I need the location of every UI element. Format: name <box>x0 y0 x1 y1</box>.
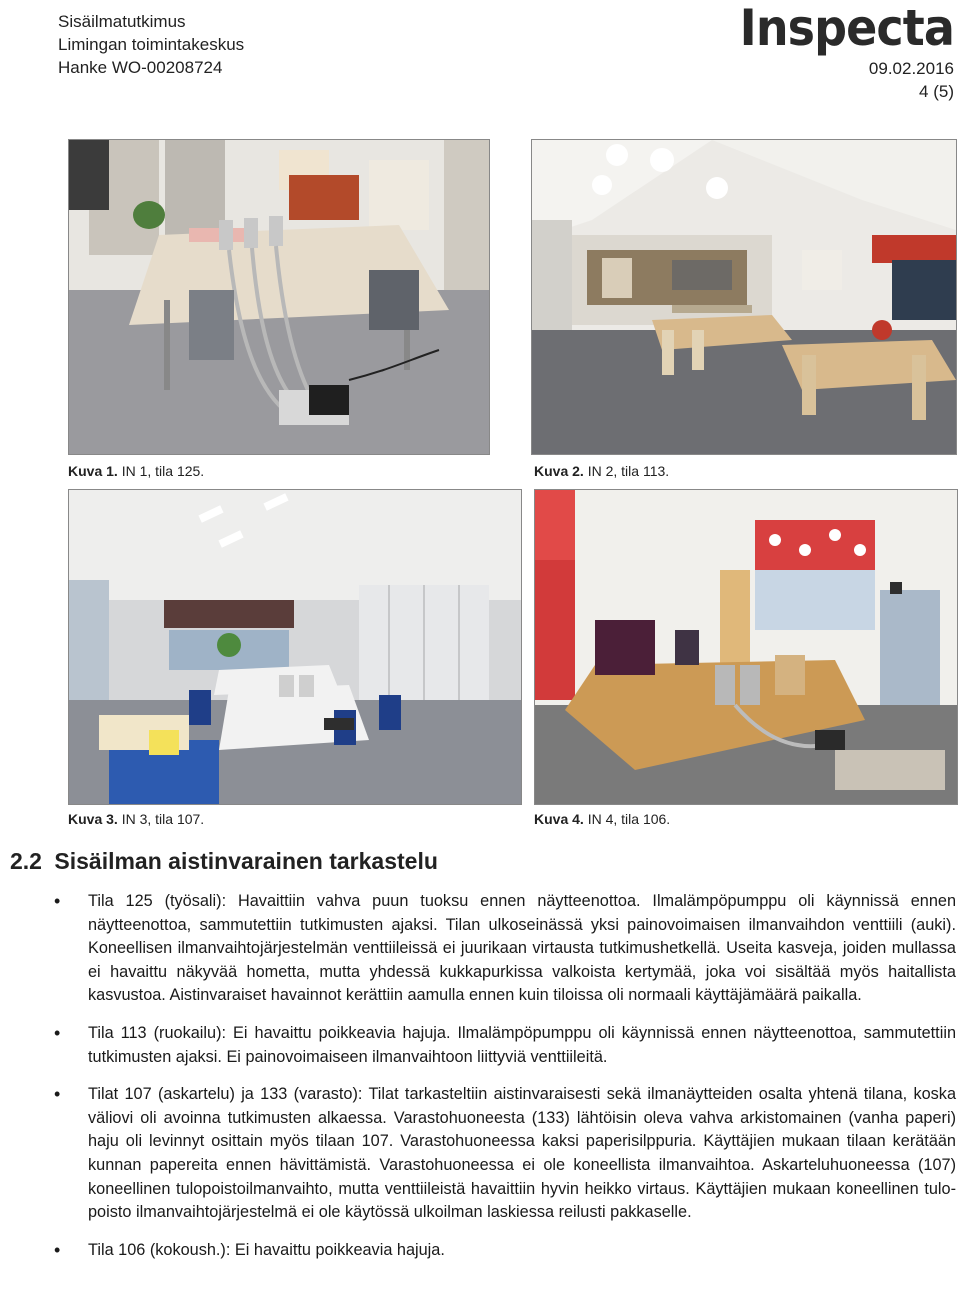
site-name: Limingan toimintakeskus <box>58 35 245 54</box>
project-number: Hanke WO-00208724 <box>58 58 223 77</box>
page-number: 4 (5) <box>919 82 954 101</box>
caption-text: IN 2, tila 113. <box>583 463 670 479</box>
caption-text: IN 3, tila 107. <box>117 811 205 827</box>
caption-label: Kuva 4. <box>534 811 584 827</box>
document-header-left <box>58 10 244 79</box>
photo-room-107 <box>68 489 522 805</box>
observation-item: • Tilat 107 (askartelu) ja 133 (varasto): Tilat tarkasteltiin aistinvaraisesti sekä ilmanäytteiden osalta yhtenä tilana, koska väliovi oli avoinna tutkimusten alkaessa. Varastohuoneesta (133) lähtöisin oleva vahva arkistomainen (vanha paperi) haju oli levinnyt osittain myös tilaan 107. Varastohuoneessa kaksi paperisilppuria. Käyttäjien mukaan tilaan kerätään kunnan papereita ennen hävittämistä. Varastohuoneessa ei ole koneellista ilmanvaihtoa. Askarteluhuoneessa (107) koneellinen tulopoistoilmanvaihto, mutta venttiileistä havaittiin hyvin heikko virtaus. Käyttäjien mukaan koneellinen tulo-poisto ilmanvaihtojärjestelmä ei ole käytössä ulkoilman laskiessa reilusti pakkaselle. <box>30 1083 956 1225</box>
photo-caption-1 <box>68 463 204 479</box>
photo-caption-3 <box>68 811 204 827</box>
section-number: 2.2 <box>10 848 42 874</box>
inspecta-logo: Inspecta <box>739 0 954 57</box>
caption-label: Kuva 3. <box>68 811 118 827</box>
caption-text: IN 1, tila 125. <box>117 463 205 479</box>
document-type: Sisäilmatutkimus <box>58 12 186 31</box>
observation-item: • Tila 106 (kokoush.): Ei havaittu poikkeavia hajuja. <box>30 1239 956 1263</box>
caption-text: IN 4, tila 106. <box>583 811 671 827</box>
document-date: 09.02.2016 <box>868 59 954 78</box>
photo-room-125 <box>68 139 490 455</box>
observation-list <box>30 890 956 1276</box>
photo-caption-2 <box>534 463 669 479</box>
observation-item: • Tila 113 (ruokailu): Ei havaittu poikkeavia hajuja. Ilmalämpöpumppu oli käynnissä ennen näytteenottoa, sammutettiin tutkimusten ajaksi. Ei painovoimaiseen ilmanvaihtoon liittyviä venttiileitä. <box>30 1022 956 1069</box>
photo-room-113 <box>531 139 957 455</box>
section-heading <box>10 848 438 875</box>
caption-label: Kuva 1. <box>68 463 118 479</box>
section-title: Sisäilman aistinvarainen tarkastelu <box>54 848 438 874</box>
document-header-right <box>721 0 954 103</box>
photo-caption-4 <box>534 811 670 827</box>
observation-item: • Tila 125 (työsali): Havaittiin vahva puun tuoksu ennen näytteenottoa. Ilmalämpöpumppu oli käynnissä ennen näytteenottoa, sammutettiin tutkimusten ajaksi. Tilan ulkoseinässä yksi painovoimaisen ilmanvaihdon venttiili (auki). Koneellisen ilmanvaihtojärjestelmän venttiileissä ei juurikaan virtausta tutkimushetkellä. Useita kasveja, joiden mullassa ei havaittu näkyvää hometta, mutta yhdessä kukkapurkissa valkoista kertymää, joka voi sisältää myös haitallista kasvustoa. Aistinvaraiset havainnot kerättiin aamulla ennen kuin tiloissa oli normaali käyttäjämäärä paikalla. <box>30 890 956 1008</box>
caption-label: Kuva 2. <box>534 463 584 479</box>
photo-room-106 <box>534 489 958 805</box>
